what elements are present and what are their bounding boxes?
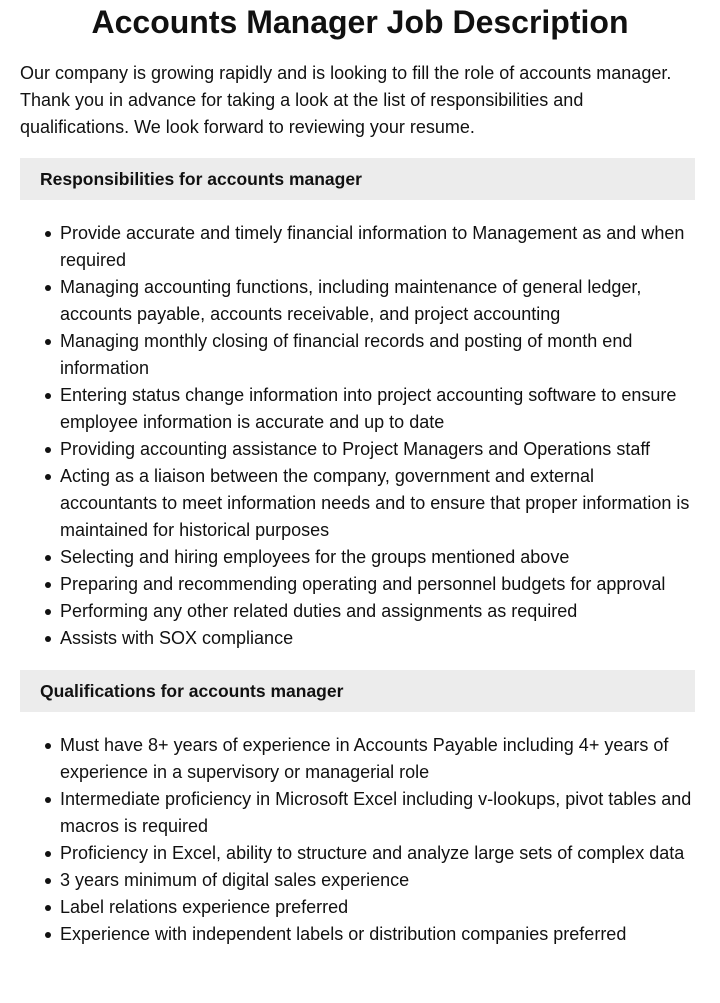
list-item: Provide accurate and timely financial information to Management as and when required bbox=[60, 220, 694, 274]
list-item: Assists with SOX compliance bbox=[60, 625, 694, 652]
list-item: Providing accounting assistance to Project Managers and Operations staff bbox=[60, 436, 694, 463]
list-item: Must have 8+ years of experience in Accounts Payable including 4+ years of experience in a supervisory or managerial role bbox=[60, 732, 694, 786]
list-item: 3 years minimum of digital sales experience bbox=[60, 867, 694, 894]
list-item: Managing accounting functions, including maintenance of general ledger, accounts payable, accounts receivable, and project accounting bbox=[60, 274, 694, 328]
list-item: Selecting and hiring employees for the groups mentioned above bbox=[60, 544, 694, 571]
list-item: Managing monthly closing of financial records and posting of month end information bbox=[60, 328, 694, 382]
list-item: Intermediate proficiency in Microsoft Excel including v-lookups, pivot tables and macros is required bbox=[60, 786, 694, 840]
responsibilities-list bbox=[0, 220, 720, 652]
list-item: Preparing and recommending operating and personnel budgets for approval bbox=[60, 571, 694, 598]
qualifications-header: Qualifications for accounts manager bbox=[20, 670, 695, 712]
qualifications-list bbox=[0, 732, 720, 948]
page-title: Accounts Manager Job Description bbox=[91, 4, 629, 40]
list-item: Performing any other related duties and assignments as required bbox=[60, 598, 694, 625]
list-item: Label relations experience preferred bbox=[60, 894, 694, 921]
list-item: Acting as a liaison between the company, government and external accountants to meet information needs and to ensure that proper information is maintained for historical purposes bbox=[60, 463, 694, 544]
list-item: Proficiency in Excel, ability to structure and analyze large sets of complex data bbox=[60, 840, 694, 867]
list-item: Entering status change information into project accounting software to ensure employee information is accurate and up to date bbox=[60, 382, 694, 436]
intro-paragraph: Our company is growing rapidly and is looking to fill the role of accounts manager. Thank you in advance for taking a look at the list of responsibilities and qualifications. We look forward to reviewing your resume. bbox=[20, 63, 672, 137]
responsibilities-header: Responsibilities for accounts manager bbox=[20, 158, 695, 200]
list-item: Experience with independent labels or distribution companies preferred bbox=[60, 921, 694, 948]
